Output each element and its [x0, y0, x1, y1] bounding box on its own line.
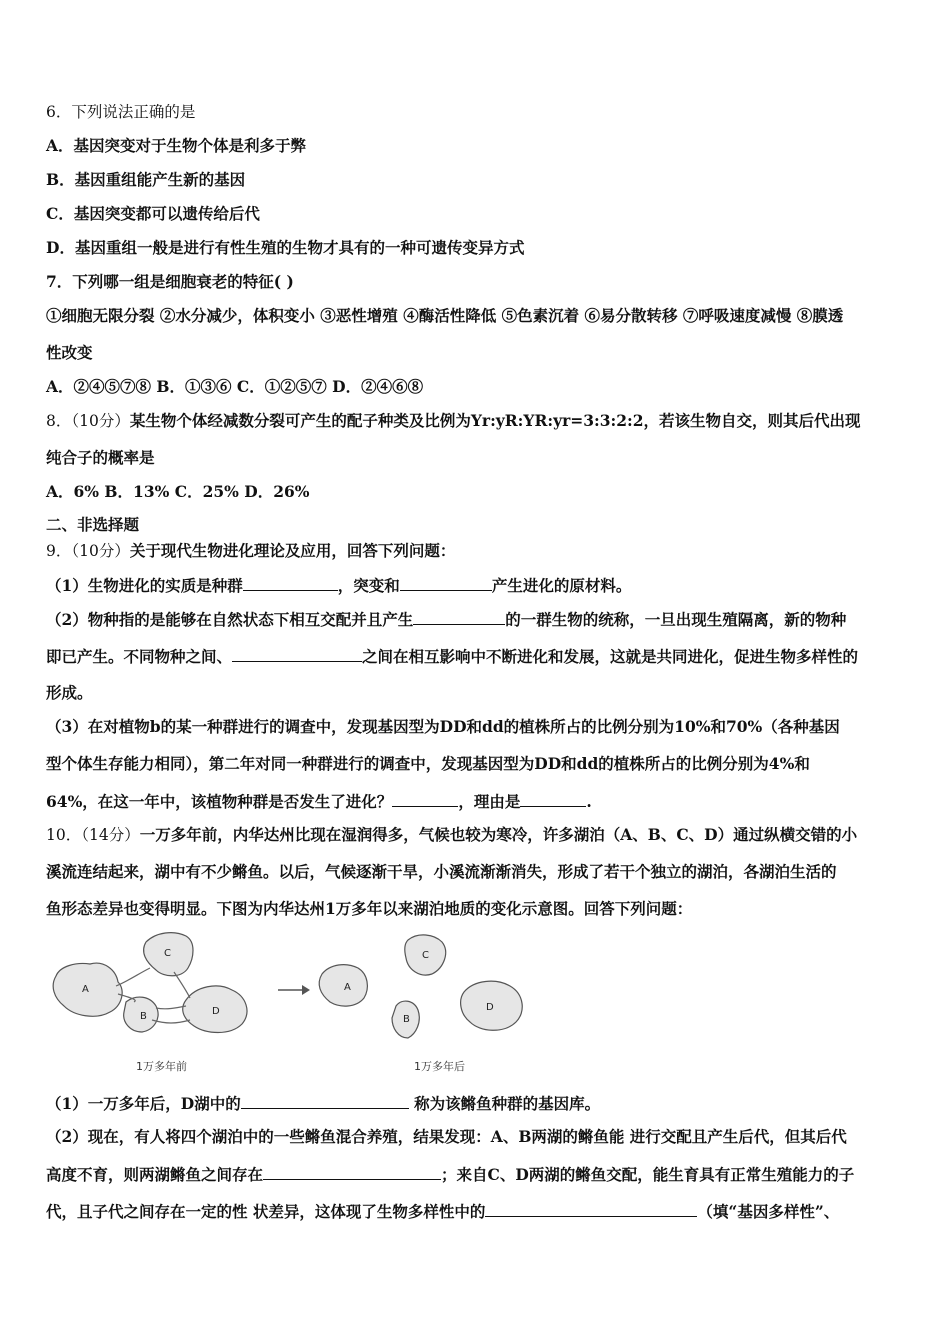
q9-part3-line1: （3）在对植物b的某一种群进行的调查中，发现基因型为DD和dd的植株所占的比例分别为10%和70%（各种基因 [46, 717, 840, 736]
q9-part2-text-c: 即已产生。不同物种之间、 [46, 647, 233, 666]
q10-part1-text-a: （1）一万多年后，D湖中的 [46, 1094, 241, 1113]
q9-part3-line3 [46, 791, 908, 812]
q7-items-line2: 性改变 [46, 343, 93, 362]
q9-number: 9．（10分） [46, 542, 130, 560]
q9-part2-text-d: 之间在相互影响中不断进化和发展，这就是共同进化，促进生物多样性的 [362, 647, 859, 666]
q7-stem: 7．下列哪一组是细胞衰老的特征( ) [46, 272, 294, 291]
answer-blank[interactable] [400, 575, 492, 591]
q8-line1 [46, 411, 908, 431]
section-title: 二、非选择题 [46, 515, 140, 534]
q9-part2-line2 [46, 646, 908, 667]
lake-label: B [140, 1011, 147, 1022]
lake-label: A [82, 984, 89, 995]
lake-label: D [486, 1002, 494, 1013]
q10-part2-text-b: 高度不育，则两湖鳉鱼之间存在 [46, 1165, 264, 1184]
q10-line1 [46, 825, 908, 845]
q10-part1-text-b: 称为该鳉鱼种群的基因库。 [414, 1094, 601, 1113]
lake-change-diagram [46, 928, 546, 1078]
q9-part2-line1 [46, 609, 908, 630]
q9-part3-text-a: 64%，在这一年中，该植物种群是否发生了进化？ [46, 792, 393, 811]
answer-blank[interactable] [241, 1093, 409, 1109]
q7-items-line1: ①细胞无限分裂 ②水分减少，体积变小 ③恶性增殖 ④酶活性降低 ⑤色素沉着 ⑥易分散转移 ⑦呼吸速度减慢 ⑧膜透 [46, 306, 844, 325]
q10-number: 10．（14分） [46, 826, 140, 844]
lakes-before [53, 933, 247, 1073]
q9-part2-text-a: （2）物种指的是能够在自然状态下相互交配并且产生 [46, 610, 414, 629]
q9-part2-line3: 形成。 [46, 683, 93, 702]
answer-blank[interactable] [243, 575, 338, 591]
q9-part3-text-b: ，理由是 [458, 792, 521, 811]
lake-label: C [164, 948, 171, 959]
q10-stem-line3: 鱼形态差异也变得明显。下图为内华达州1万多年以来湖泊地质的变化示意图。回答下列问题： [46, 899, 693, 918]
q10-part1 [46, 1093, 908, 1114]
arrow-icon [278, 985, 310, 995]
q9-part1-text-c: 产生进化的原材料。 [491, 576, 632, 595]
lake-label: C [422, 950, 429, 961]
q6-option-a: A．基因突变对于生物个体是利多于弊 [46, 136, 307, 155]
q9-part1 [46, 575, 908, 596]
q10-part2-text-d: 代，且子代之间存在一定的性 状差异，这体现了生物多样性中的 [46, 1202, 486, 1221]
answer-blank[interactable] [413, 609, 505, 625]
caption-before: 1万多年前 [136, 1060, 187, 1073]
lake-label: B [403, 1014, 410, 1025]
q10-stem-line1: 一万多年前，内华达州比现在湿润得多，气候也较为寒冷，许多湖泊（A、B、C、D）通过纵横交错的小 [139, 825, 858, 844]
lake-label: D [212, 1006, 220, 1017]
q8-number: 8．（10分） [46, 412, 130, 430]
q6-option-d: D．基因重组一般是进行有性生殖的生物才具有的一种可遗传变异方式 [46, 238, 525, 257]
q10-part2-line2 [46, 1164, 908, 1185]
q10-part2-text-e: （填“基因多样性”、 [697, 1202, 840, 1221]
q9-stem: 关于现代生物进化理论及应用，回答下列问题： [129, 541, 456, 560]
q6-stem: 6．下列说法正确的是 [46, 103, 196, 121]
q10-part2-line1: （2）现在，有人将四个湖泊中的一些鳉鱼混合养殖，结果发现：A、B两湖的鳉鱼能 进行交配且产生后代，但其后代 [46, 1127, 847, 1146]
q9-line1 [46, 541, 908, 561]
answer-blank[interactable] [485, 1201, 697, 1217]
q6-option-c: C．基因突变都可以遗传给后代 [46, 204, 260, 223]
q10-stem-line2: 溪流连结起来，湖中有不少鳉鱼。以后，气候逐渐干旱，小溪流渐渐消失，形成了若干个独立的湖泊，各湖泊生活的 [46, 862, 837, 881]
answer-blank[interactable] [232, 646, 362, 662]
q10-part2-line3 [46, 1201, 908, 1222]
q7-options: A．②④⑤⑦⑧ B．①③⑥ C．①②⑤⑦ D．②④⑥⑧ [46, 377, 424, 396]
q9-part3-text-c: . [586, 792, 592, 811]
q10-part2-text-c: ；来自C、D两湖的鳉鱼交配，能生育具有正常生殖能力的子 [441, 1165, 855, 1184]
lake-label: A [344, 982, 351, 993]
q9-part3-line2: 型个体生存能力相同），第二年对同一种群进行的调查中，发现基因型为DD和dd的植株所占的比例分别为4%和 [46, 754, 810, 773]
q6-option-b: B．基因重组能产生新的基因 [46, 170, 246, 189]
q8-options: A．6% B．13% C．25% D．26% [46, 482, 310, 501]
q8-stem-line2: 纯合子的概率是 [46, 448, 155, 467]
caption-after: 1万多年后 [414, 1060, 465, 1073]
q9-part1-text-a: （1）生物进化的实质是种群 [46, 576, 243, 595]
answer-blank[interactable] [520, 791, 586, 807]
q9-part2-text-b: 的一群生物的统称，一旦出现生殖隔离，新的物种 [505, 610, 847, 629]
lakes-after [319, 935, 522, 1073]
answer-blank[interactable] [392, 791, 458, 807]
answer-blank[interactable] [263, 1164, 441, 1180]
q9-part1-text-b: ，突变和 [337, 576, 400, 595]
q8-stem-line1: 某生物个体经减数分裂可产生的配子种类及比例为Yr:yR:YR:yr=3:3:2:2，若该生物自交，则其后代出现 [129, 411, 861, 430]
